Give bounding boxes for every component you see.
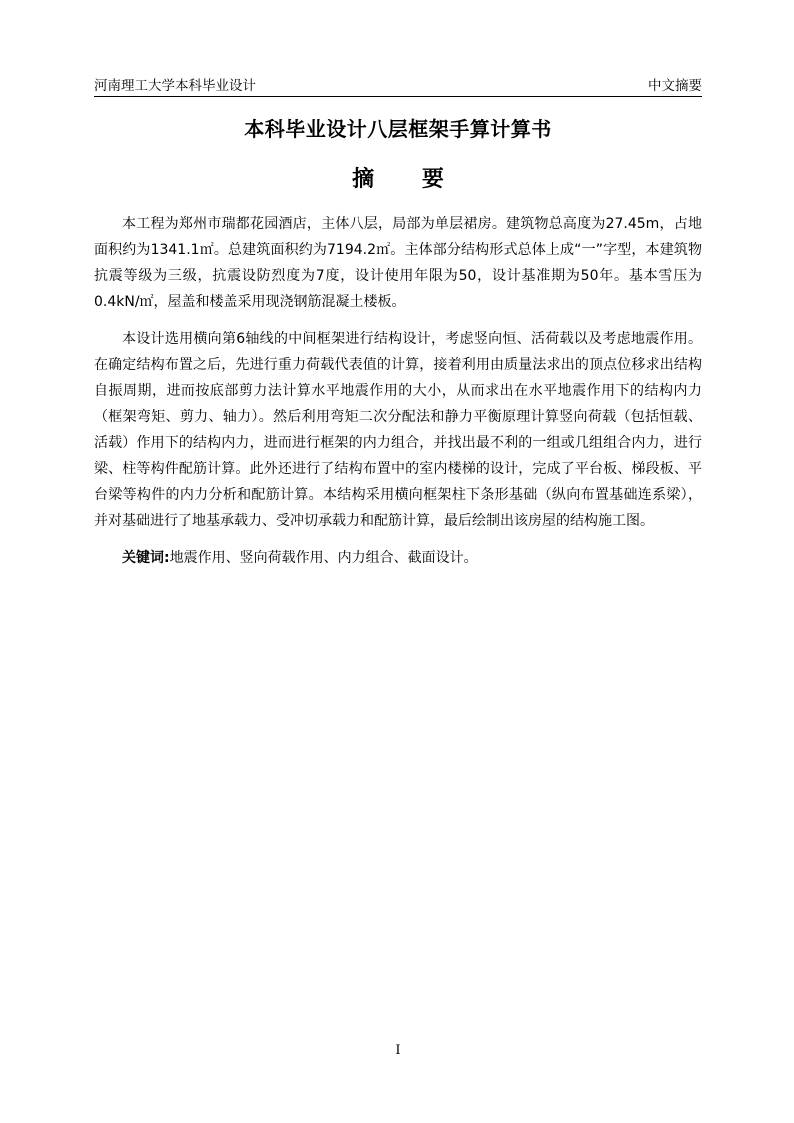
keywords-label: 关键词: [122, 550, 170, 566]
keywords-text: 地震作用、竖向荷载作用、内力组合、截面设计。 [169, 550, 478, 566]
abstract-paragraph-2: 本设计选用横向第6轴线的中间框架进行结构设计，考虑竖向恒、活荷载以及考虑地震作用。在确定结构布置之后，先进行重力荷载代表值的计算，接着利用由质量法求出的顶点位移求出结构自振周期，进而按底部剪力法计算水平地震作用的大小，从而求出在水平地震作用下的结构内力（框架弯矩、剪力、轴力）。然后利用弯矩二次分配法和静力平衡原理计算竖向荷载（包括恒载、活载）作用下的结构内力，进而进行框架的内力组合，并找出最不利的一组或几组组合内力，进行梁、柱等构件配筋计算。此外还进行了结构布置中的室内楼梯的设计，完成了平台板、梯段板、平台梁等构件的内力分析和配筋计算。本结构采用横向框架柱下条形基础（纵向布置基础连系梁），并对基础进行了地基承载力、受冲切承载力和配筋计算，最后绘制出该房屋的结构施工图。 [94, 331, 702, 529]
abstract-heading: 摘 要 [352, 167, 464, 192]
abstract-body [94, 211, 702, 582]
keywords-line [94, 545, 702, 571]
page-number: I [395, 1043, 401, 1058]
page-header [94, 76, 702, 97]
header-university: 河南理工大学本科毕业设计 [94, 78, 256, 94]
document-title: 本科毕业设计八层框架手算计算书 [244, 117, 552, 141]
header-section: 中文摘要 [648, 78, 702, 94]
abstract-paragraph-1: 本工程为郑州市瑞都花园酒店，主体八层，局部为单层裙房。建筑物总高度为27.45m，占地面积约为1341.1㎡。总建筑面积约为7194.2㎡。主体部分结构形式总体上成“一”字型，本建筑物抗震等级为三级，抗震设防烈度为7度，设计使用年限为50，设计基准期为50年。基本雪压为0.4kN/㎡，屋盖和楼盖采用现浇钢筋混凝土楼板。 [94, 216, 702, 310]
